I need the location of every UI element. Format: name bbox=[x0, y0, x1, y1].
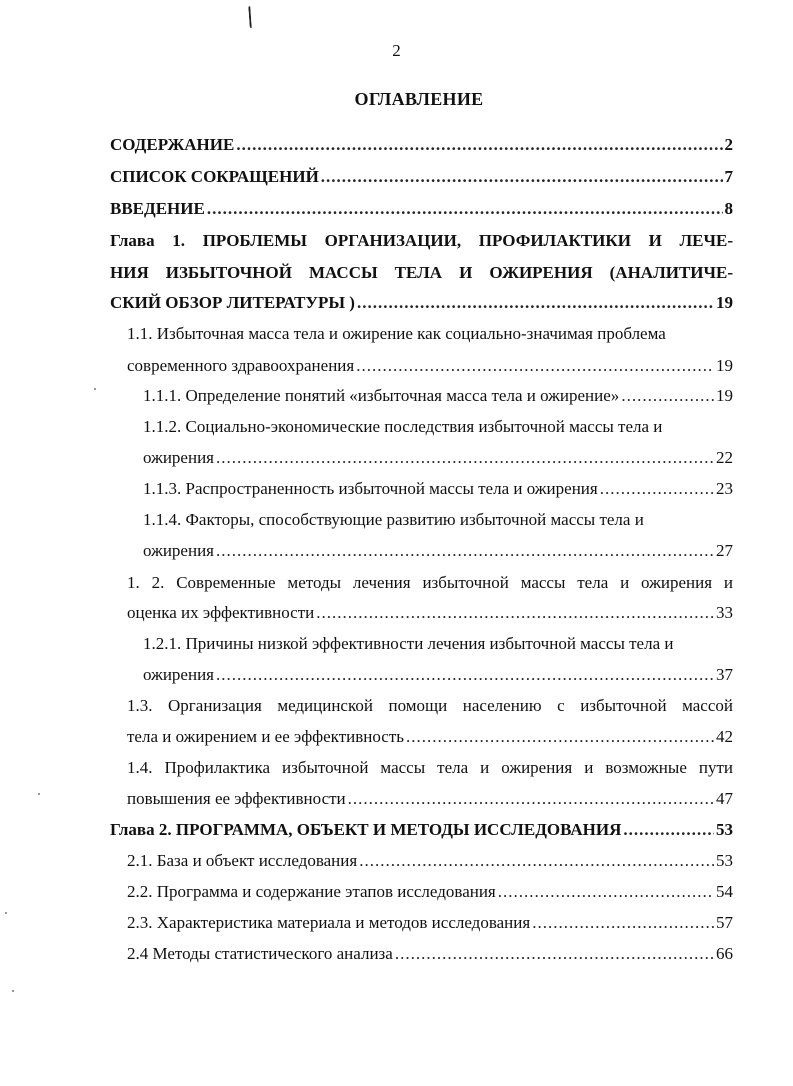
toc-entry-section-1-1[interactable] bbox=[127, 351, 733, 381]
toc-entry-page: 47 bbox=[716, 789, 733, 808]
dot-leader bbox=[498, 877, 714, 907]
toc-entry-page: 19 bbox=[716, 293, 733, 312]
toc-entry-page: 7 bbox=[724, 167, 733, 186]
dot-leader bbox=[216, 536, 714, 566]
toc-entry-section-2-3[interactable] bbox=[127, 908, 733, 938]
toc-section-1-2-1-line1: 1.2.1. Причины низкой эффективности лечения избыточной массы тела и bbox=[143, 634, 674, 653]
toc-entry-page: 8 bbox=[724, 199, 733, 218]
toc-entry-label: ожирения bbox=[143, 541, 214, 560]
toc-entry-page: 37 bbox=[716, 665, 733, 684]
toc-section-1-1-4-line1: 1.1.4. Факторы, способствующие развитию избыточной массы тела и bbox=[143, 510, 644, 529]
toc-section-1-2-line1: 1. 2. Современные методы лечения избыточной массы тела и ожирения и bbox=[127, 573, 733, 592]
dot-leader bbox=[316, 598, 714, 628]
dot-leader bbox=[359, 846, 714, 876]
toc-entry-abbreviations[interactable] bbox=[110, 162, 733, 192]
toc-entry-page: 27 bbox=[716, 541, 733, 560]
toc-entry-page: 57 bbox=[716, 913, 733, 932]
toc-entry-contents[interactable] bbox=[110, 130, 733, 160]
toc-entry-label: ожирения bbox=[143, 665, 214, 684]
toc-entry-label: оценка их эффективности bbox=[127, 603, 315, 622]
toc-entry-label: Глава 2. ПРОГРАММА, ОБЪЕКТ И МЕТОДЫ ИССЛЕДОВАНИЯ bbox=[110, 820, 622, 839]
toc-entry-page: 19 bbox=[716, 356, 733, 375]
toc-entry-section-1-1-2[interactable] bbox=[143, 443, 733, 473]
toc-entry-page: 54 bbox=[716, 882, 733, 901]
dot-leader bbox=[406, 722, 714, 752]
toc-entry-label: СОДЕРЖАНИЕ bbox=[110, 135, 235, 154]
scan-speck bbox=[12, 990, 14, 992]
toc-entry-page: 42 bbox=[716, 727, 733, 746]
toc-entry-chapter2[interactable] bbox=[110, 815, 733, 845]
page-number: 2 bbox=[392, 41, 401, 60]
toc-entry-label: СПИСОК СОКРАЩЕНИЙ bbox=[110, 167, 319, 186]
scan-speck bbox=[38, 793, 40, 795]
toc-entry-page: 19 bbox=[716, 386, 733, 405]
dot-leader bbox=[532, 908, 714, 938]
toc-entry-chapter1[interactable] bbox=[110, 288, 733, 318]
dot-leader bbox=[321, 162, 723, 192]
dot-leader bbox=[623, 815, 714, 845]
toc-entry-page: 2 bbox=[724, 135, 733, 154]
toc-section-1-1-2-line1: 1.1.2. Социально-экономические последствия избыточной массы тела и bbox=[143, 417, 663, 436]
toc-section-1-1-line1: 1.1. Избыточная масса тела и ожирение как социально-значимая проблема bbox=[127, 324, 666, 343]
toc-entry-section-1-2[interactable] bbox=[127, 598, 733, 628]
toc-entry-section-1-1-1[interactable] bbox=[143, 381, 733, 411]
scan-speck bbox=[94, 388, 96, 390]
toc-entry-page: 33 bbox=[716, 603, 733, 622]
toc-entry-page: 23 bbox=[716, 479, 733, 498]
dot-leader bbox=[600, 474, 714, 504]
dot-leader bbox=[216, 443, 714, 473]
dot-leader bbox=[621, 381, 714, 411]
scan-speck bbox=[5, 912, 7, 914]
toc-entry-label: современного здравоохранения bbox=[127, 356, 355, 375]
toc-chapter1-line1: Глава 1. ПРОБЛЕМЫ ОРГАНИЗАЦИИ, ПРОФИЛАКТИКИ И ЛЕЧЕ- bbox=[110, 231, 733, 250]
toc-entry-label: 2.1. База и объект исследования bbox=[127, 851, 358, 870]
toc-entry-section-2-1[interactable] bbox=[127, 846, 733, 876]
toc-entry-page: 22 bbox=[716, 448, 733, 467]
dot-leader bbox=[357, 288, 714, 318]
toc-entry-label: 2.4 Методы статистического анализа bbox=[127, 944, 393, 963]
toc-entry-section-1-2-1[interactable] bbox=[143, 660, 733, 690]
toc-section-1-3-line1: 1.3. Организация медицинской помощи населению с избыточной массой bbox=[127, 696, 733, 715]
toc-entry-label: тела и ожирением и ее эффективность bbox=[127, 727, 405, 746]
toc-entry-label: ожирения bbox=[143, 448, 214, 467]
pen-mark bbox=[248, 6, 255, 28]
toc-entry-label: ВВЕДЕНИЕ bbox=[110, 199, 205, 218]
toc-entry-section-1-1-4[interactable] bbox=[143, 536, 733, 566]
toc-entry-label: повышения ее эффективности bbox=[127, 789, 346, 808]
dot-leader bbox=[216, 660, 714, 690]
toc-entry-section-1-3[interactable] bbox=[127, 722, 733, 752]
toc-entry-section-1-4[interactable] bbox=[127, 784, 733, 814]
toc-section-1-4-line1: 1.4. Профилактика избыточной массы тела и ожирения и возможные пути bbox=[127, 758, 733, 777]
toc-entry-page: 66 bbox=[716, 944, 733, 963]
dot-leader bbox=[348, 784, 714, 814]
toc-entry-introduction[interactable] bbox=[110, 194, 733, 224]
toc-chapter1-line2: НИЯ ИЗБЫТОЧНОЙ МАССЫ ТЕЛА И ОЖИРЕНИЯ (АНАЛИТИЧЕ- bbox=[110, 263, 733, 282]
dot-leader bbox=[356, 351, 714, 381]
dot-leader bbox=[395, 939, 714, 969]
dot-leader bbox=[207, 194, 723, 224]
toc-entry-page: 53 bbox=[716, 820, 733, 839]
toc-entry-page: 53 bbox=[716, 851, 733, 870]
dot-leader bbox=[236, 130, 722, 160]
toc-entry-label: 2.3. Характеристика материала и методов исследования bbox=[127, 913, 531, 932]
toc-entry-label: 2.2. Программа и содержание этапов исследования bbox=[127, 882, 496, 901]
toc-entry-label: СКИЙ ОБЗОР ЛИТЕРАТУРЫ ) bbox=[110, 293, 355, 312]
toc-entry-section-2-4[interactable] bbox=[127, 939, 733, 969]
toc-title: ОГЛАВЛЕНИЕ bbox=[354, 89, 484, 109]
toc-entry-section-2-2[interactable] bbox=[127, 877, 733, 907]
toc-entry-label: 1.1.3. Распространенность избыточной массы тела и ожирения bbox=[143, 479, 598, 498]
toc-entry-label: 1.1.1. Определение понятий «избыточная масса тела и ожирение» bbox=[143, 386, 620, 405]
toc-entry-section-1-1-3[interactable] bbox=[143, 474, 733, 504]
